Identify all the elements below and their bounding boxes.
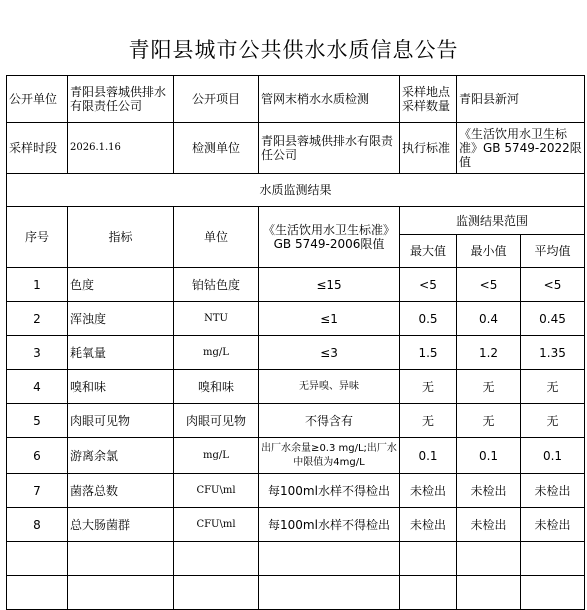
- testing-unit: 青阳县蓉城供排水有限责任公司: [259, 123, 400, 174]
- row-limit: 无异嗅、异味: [259, 370, 400, 404]
- header-range: 监测结果范围: [400, 207, 585, 235]
- table-row: [7, 508, 585, 542]
- label-publish-project: 公开项目: [174, 76, 259, 123]
- row-indicator: 总大肠菌群: [68, 508, 174, 542]
- publish-project: 管网末梢水水质检测: [259, 76, 400, 123]
- row-avg: <5: [521, 268, 585, 302]
- row-limit: ≤3: [259, 336, 400, 370]
- row-min: 未检出: [457, 508, 521, 542]
- row-min: 无: [457, 370, 521, 404]
- row-avg: 0.45: [521, 302, 585, 336]
- row-limit: 出厂水余量≥0.3 mg/L;出厂水中限值为4mg/L: [259, 438, 400, 474]
- sampling-site: 青阳县新河: [457, 76, 585, 123]
- water-quality-table: [6, 75, 585, 610]
- table-row: [7, 302, 585, 336]
- row-limit: 不得含有: [259, 404, 400, 438]
- row-max: 未检出: [400, 508, 457, 542]
- row-min: <5: [457, 268, 521, 302]
- row-unit: 肉眼可见物: [174, 404, 259, 438]
- table-row: [7, 474, 585, 508]
- row-unit: CFU\ml: [174, 508, 259, 542]
- row-indicator: 菌落总数: [68, 474, 174, 508]
- row-max: <5: [400, 268, 457, 302]
- row-max: 无: [400, 404, 457, 438]
- row-max: 无: [400, 370, 457, 404]
- row-unit: 嗅和味: [174, 370, 259, 404]
- row-limit: ≤1: [259, 302, 400, 336]
- row-no: 2: [7, 302, 68, 336]
- row-min: 0.1: [457, 438, 521, 474]
- header-unit: 单位: [174, 207, 259, 268]
- row-indicator: 游离余氯: [68, 438, 174, 474]
- header-indicator: 指标: [68, 207, 174, 268]
- row-no: 7: [7, 474, 68, 508]
- row-indicator: 肉眼可见物: [68, 404, 174, 438]
- row-no: 1: [7, 268, 68, 302]
- row-avg: 无: [521, 370, 585, 404]
- header-avg: 平均值: [521, 235, 585, 268]
- row-unit: CFU\ml: [174, 474, 259, 508]
- row-avg: 无: [521, 404, 585, 438]
- row-min: 0.4: [457, 302, 521, 336]
- row-no: 4: [7, 370, 68, 404]
- row-indicator: 色度: [68, 268, 174, 302]
- row-max: 0.1: [400, 438, 457, 474]
- header-max: 最大值: [400, 235, 457, 268]
- row-min: 无: [457, 404, 521, 438]
- table-row: [7, 268, 585, 302]
- publish-unit: 青阳县蓉城供排水有限责任公司: [68, 76, 174, 123]
- row-indicator: 耗氧量: [68, 336, 174, 370]
- label-sampling-time: 采样时段: [7, 123, 68, 174]
- row-limit: 每100ml水样不得检出: [259, 508, 400, 542]
- row-unit: 铂钴色度: [174, 268, 259, 302]
- row-avg: 未检出: [521, 508, 585, 542]
- row-avg: 0.1: [521, 438, 585, 474]
- table-row: [7, 438, 585, 474]
- row-unit: mg/L: [174, 336, 259, 370]
- row-limit: 每100ml水样不得检出: [259, 474, 400, 508]
- row-unit: NTU: [174, 302, 259, 336]
- label-publish-unit: 公开单位: [7, 76, 68, 123]
- header-limit: 《生活饮用水卫生标准》GB 5749-2006限值: [259, 207, 400, 268]
- table-row: [7, 370, 585, 404]
- row-no: 5: [7, 404, 68, 438]
- table-row: [7, 336, 585, 370]
- label-standard: 执行标准: [400, 123, 457, 174]
- header-min: 最小值: [457, 235, 521, 268]
- standard: 《生活饮用水卫生标准》GB 5749-2022限值: [457, 123, 585, 174]
- row-max: 0.5: [400, 302, 457, 336]
- header-no: 序号: [7, 207, 68, 268]
- section-title: 水质监测结果: [7, 174, 585, 207]
- row-avg: 1.35: [521, 336, 585, 370]
- header-row-1: [7, 207, 585, 235]
- label-sampling-site: 采样地点采样数量: [400, 76, 457, 123]
- info-row-1: [7, 76, 585, 123]
- sampling-time: 2026.1.16: [68, 123, 174, 174]
- row-avg: 未检出: [521, 474, 585, 508]
- row-min: 未检出: [457, 474, 521, 508]
- row-no: 8: [7, 508, 68, 542]
- label-testing-unit: 检测单位: [174, 123, 259, 174]
- row-no: 6: [7, 438, 68, 474]
- row-min: 1.2: [457, 336, 521, 370]
- row-max: 1.5: [400, 336, 457, 370]
- row-max: 未检出: [400, 474, 457, 508]
- row-unit: mg/L: [174, 438, 259, 474]
- row-no: 3: [7, 336, 68, 370]
- row-limit: ≤15: [259, 268, 400, 302]
- page-title: 青阳县城市公共供水水质信息公告: [128, 38, 459, 62]
- row-indicator: 嗅和味: [68, 370, 174, 404]
- info-row-2: [7, 123, 585, 174]
- empty-row: [7, 576, 585, 610]
- table-row: [7, 404, 585, 438]
- row-indicator: 浑浊度: [68, 302, 174, 336]
- section-row: [7, 174, 585, 207]
- empty-row: [7, 542, 585, 576]
